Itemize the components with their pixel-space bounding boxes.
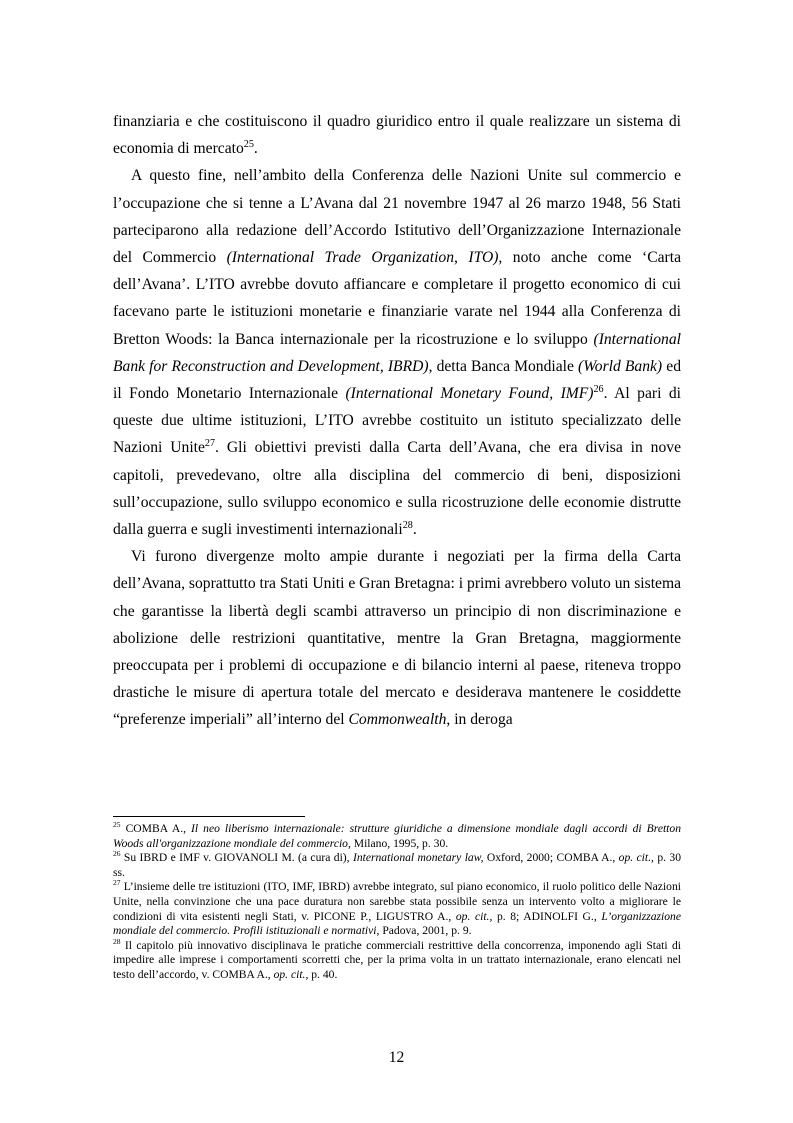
italic-text: op. cit., (273, 967, 309, 981)
italic-text: (International Bank for Reconstruction and Development, IBRD) (113, 330, 681, 375)
text-run: A questo fine, nell’ambito della Conferenza delle Nazioni Unite sul commercio e l’occupazione che si tenne a L’Avana dal 21 novembre 1947 al 26 marzo 1948, 56 Stati parteciparono alla redazione dell’Accordo Istitutivo dell’Organizzazione Internazionale del Commercio (113, 167, 681, 267)
italic-text: (International Trade Organization, ITO), (226, 249, 503, 267)
footnote-number: 28 (113, 936, 121, 946)
paragraph (113, 543, 681, 733)
text-run: ed il Fondo Monetario Internazionale (113, 357, 681, 403)
footnote-ref: 26 (593, 383, 604, 395)
footnote (113, 851, 681, 880)
footnote-number: 26 (113, 849, 121, 859)
text-run: , Padova, 2001, p. 9. (376, 924, 472, 938)
text-run: Il capitolo più innovativo disciplinava le pratiche commerciali restrittive della concorrenza, imponendo agli Stati di impedire alle imprese i comportamenti scorretti che, per la prima volta in un trattato internazionale, erano elencati nel testo dell’accordo, v. COMBA A., (113, 938, 681, 981)
text-run: . Gli obiettivi previsti dalla Carta dell’Avana, che era divisa in nove capitoli, prevedevano, oltre alla disciplina del commercio di beni, disposizioni sull’occupazione, sullo sviluppo economico e sulla ricostruzione delle economie distrutte dalla guerra e sugli investimenti internazionali (113, 439, 681, 539)
italic-text: op. cit., (618, 851, 654, 865)
text-run: p. 8; ADINOLFI G., (492, 909, 602, 923)
footnote (113, 822, 681, 851)
body-text (113, 108, 681, 734)
text-run: . Al pari di queste due ultime istituzioni, L’ITO avrebbe costituito un istituto specializzato delle Nazioni Unite (113, 385, 681, 457)
text-run: p. 30 ss. (113, 851, 682, 879)
italic-text: (International Monetary Found, IMF) (345, 385, 594, 403)
text-run: L’insieme delle tre istituzioni (ITO, IMF, IBRD) avrebbe integrato, sul piano economico, il ruolo politico delle Nazioni Unite, nella convinzione che una pace duratura non sarebbe stata possibile senza un intervento volto a migliorare le condizioni di vita esistenti negli Stati, v. PICONE P., LIGUSTRO A., (113, 880, 681, 923)
footnote-number: 25 (113, 820, 121, 830)
footnotes (113, 822, 681, 983)
text-run: COMBA A., (120, 822, 192, 835)
text-run: , detta Banca Mondiale (428, 357, 579, 375)
footnote-separator (113, 816, 305, 817)
footnote (113, 880, 681, 938)
text-run: p. 40. (308, 967, 338, 981)
footnote (113, 936, 681, 983)
text-run: Oxford, 2000; COMBA A., (483, 851, 619, 865)
text-run: , Milano, 1995, p. 30. (347, 836, 449, 850)
text-run: Vi furono divergenze molto ampie durante i negoziati per la firma della Carta dell’Avana, soprattutto tra Stati Uniti e Gran Bretagna: i primi avrebbero voluto un sistema che garantisse la libertà degli scambi attraverso un principio di non discriminazione e abolizione delle restrizioni quantitative, mentre la Gran Bretagna, maggiormente preoccupata per i problemi di occupazione e di bilancio interni al paese, riteneva troppo drastiche le misure di apertura totale del mercato e desiderava mantenere le cosiddette “preferenze imperiali” all’interno del (113, 548, 681, 729)
text-run: noto anche come ‘Carta dell’Avana’. L’ITO avrebbe dovuto affiancare e completare il progetto economico di cui facevano parte le istituzioni monetarie e finanziarie varate nel 1944 alla Conferenza di Bretton Woods: la Banca internazionale per la ricostruzione e lo sviluppo (113, 249, 682, 348)
paragraph (113, 108, 681, 162)
page-number: 12 (388, 1049, 405, 1066)
italic-text: op. cit., (455, 909, 493, 923)
footnote-ref: 27 (204, 438, 216, 450)
paragraph (113, 162, 681, 543)
text-run: . (253, 140, 258, 158)
italic-text: International monetary law, (352, 851, 484, 865)
text-run: Su IBRD e IMF v. GIOVANOLI M. (a cura di), (120, 851, 353, 865)
text-run: , in deroga (446, 711, 513, 729)
text-run: . (412, 521, 417, 539)
footnote-number: 27 (113, 878, 121, 888)
text-run: finanziaria e che costituiscono il quadro giuridico entro il quale realizzare un sistema di economia di mercato (113, 113, 681, 158)
italic-text: L’organizzazione mondiale del commercio. Profili istituzionali e normativi (113, 909, 682, 938)
footnote-ref: 25 (243, 139, 254, 151)
italic-text: (World Bank) (578, 357, 663, 375)
italic-text: Commonwealth (348, 711, 447, 729)
footnote-ref: 28 (402, 519, 413, 531)
italic-text: Il neo liberismo internazionale: strutture giuridiche a dimensione mondiale dagli accordi di Bretton Woods all'organizzazione mondiale del commercio (113, 822, 681, 850)
